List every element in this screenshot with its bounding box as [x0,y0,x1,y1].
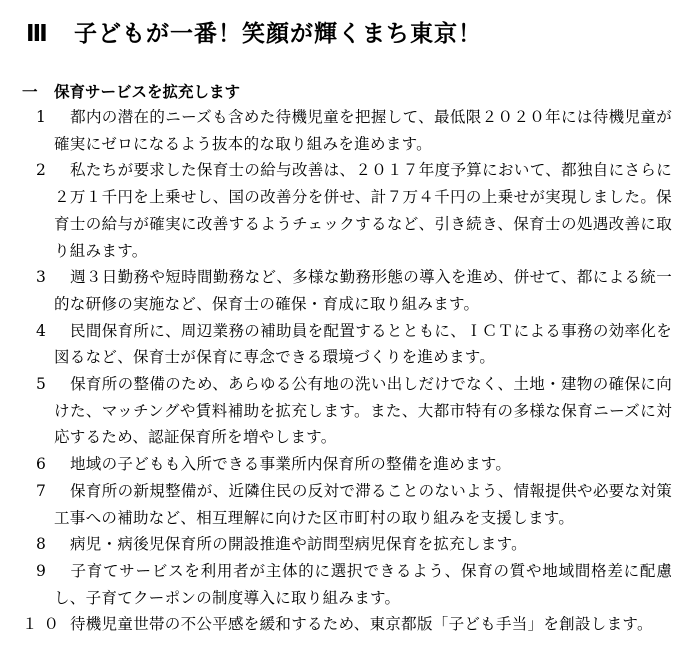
section-number: 一 [22,82,38,101]
item-number: 8 [36,535,47,554]
page-title [26,16,482,52]
item-number: １０ [22,615,66,634]
item-text: 私たちが要求した保育士の給与改善は、２０１７年度予算において、都独自にさらに２万１千円を上乗せし、国の改善分を併せ、計７万４千円の上乗せが実現しました。保育士の給与が確実に改善するようチェックするなど、引き続き、保育士の処遇改善に取り組みます。 [54,161,672,260]
list-item [22,157,672,264]
item-list [22,104,672,638]
item-text: 週３日勤務や短時間勤務など、多様な勤務形態の導入を進め、併せて、都による統一的な研修の実施など、保育士の確保・育成に取り組みます。 [54,268,672,313]
title-number: Ⅲ [26,21,49,47]
item-text: 地域の子どもも入所できる事業所内保育所の整備を進めます。 [70,455,512,474]
item-number: 2 [36,161,47,180]
list-item [22,318,672,371]
list-item [22,531,672,558]
item-number: 9 [36,561,47,580]
section-heading [22,80,240,104]
list-item [22,478,672,531]
item-text: 都内の潜在的ニーズも含めた待機児童を把握して、最低限２０２０年には待機児童が確実にゼロになるよう抜本的な取り組みを進めます。 [54,108,672,153]
list-item [22,611,672,638]
item-text: 保育所の整備のため、あらゆる公有地の洗い出しだけでなく、土地・建物の確保に向けた、マッチングや賃料補助を拡充します。また、大都市特有の多様な保育ニーズに対応するため、認証保育所を増やします。 [54,375,672,447]
item-text: 子育てサービスを利用者が主体的に選択できるよう、保育の質や地域間格差に配慮し、子育てクーポンの制度導入に取り組みます。 [54,561,672,607]
item-number: 1 [36,108,47,126]
item-text: 保育所の新規整備が、近隣住民の反対で滞ることのないよう、情報提供や必要な対策工事への補助など、相互理解に向けた区市町村の取り組みを支援します。 [54,481,672,527]
item-text: 民間保育所に、周辺業務の補助員を配置するとともに、ＩＣＴによる事務の効率化を図るなど、保育士が保育に専念できる環境づくりを進めます。 [54,321,672,367]
item-number: 3 [36,268,47,287]
list-item [22,451,672,478]
section-heading-text: 保育サービスを拡充します [54,82,241,101]
item-number: 6 [36,455,47,474]
item-text: 待機児童世帯の不公平感を緩和するため、東京都版「子ども手当」を創設します。 [70,615,653,634]
item-number: 4 [36,321,47,340]
item-number: 7 [36,481,47,500]
list-item [22,104,672,157]
title-text: 子どもが一番！笑顔が輝くまち東京！ [74,21,482,47]
list-item [22,558,672,611]
item-text: 病児・病後児保育所の開設推進や訪問型病児保育を拡充します。 [70,535,527,554]
list-item [22,371,672,451]
item-number: 5 [36,375,47,394]
list-item [22,264,672,317]
